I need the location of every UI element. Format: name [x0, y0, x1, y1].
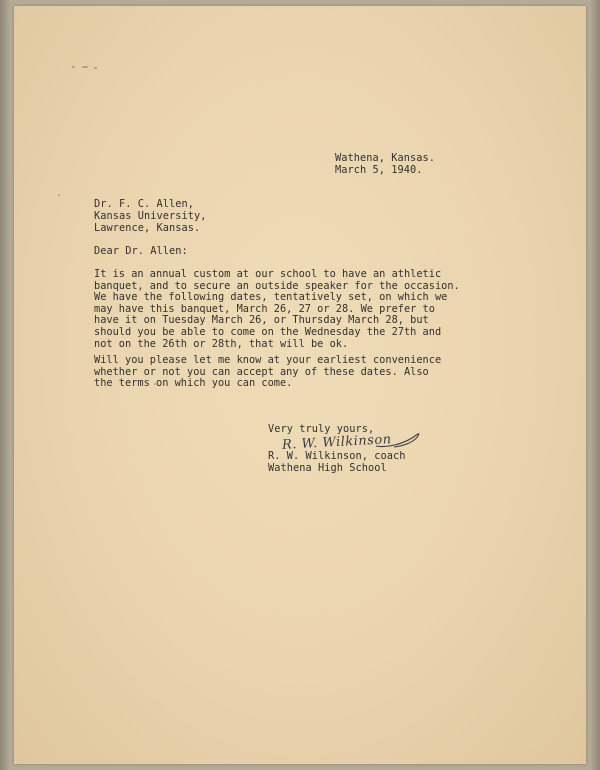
body-line: Will you please let me know at your earliest convenience — [94, 354, 442, 366]
body-line: not on the 26th or 28th, that will be ok. — [94, 337, 349, 350]
body-line: may have this banquet, March 26, 27 or 28. We prefer to — [94, 302, 435, 315]
signer-name: R. W. Wilkinson, coach — [268, 450, 406, 462]
paper-speck — [94, 67, 97, 69]
closing: Very truly yours, — [268, 423, 375, 435]
body-line: whether or not you can accept any of these dates. Also — [94, 365, 429, 378]
body-line: It is an annual custom at our school to have an athletic — [94, 268, 442, 280]
paper-speck — [72, 66, 75, 68]
letter-page — [14, 6, 586, 764]
handwritten-signature: R. W. Wilkinson — [281, 432, 392, 453]
recipient-org: Kansas University, — [94, 210, 207, 222]
signature-flourish — [374, 430, 424, 450]
body-paragraph-2 — [94, 355, 514, 390]
signer-org: Wathena High School — [268, 462, 387, 474]
body-line: have it on Tuesday March 26, or Thursday March 28, but — [94, 314, 429, 327]
body-paragraph-1 — [94, 269, 514, 350]
body-line: the terms on which you can come. — [94, 377, 293, 390]
body-line: should you be able to come on the Wednesday the 27th and — [94, 325, 442, 338]
body-line: We have the following dates, tentatively set, on which we — [94, 291, 448, 304]
body-line: banquet, and to secure an outside speaker for the occasion. — [94, 279, 460, 292]
letter-place: Wathena, Kansas. — [335, 152, 435, 164]
paper-speck — [58, 194, 60, 196]
salutation: Dear Dr. Allen: — [94, 245, 188, 257]
paper-speck — [82, 66, 88, 68]
letter-date: March 5, 1940. — [335, 164, 423, 176]
recipient-name: Dr. F. C. Allen, — [94, 198, 194, 210]
recipient-city: Lawrence, Kansas. — [94, 222, 201, 234]
